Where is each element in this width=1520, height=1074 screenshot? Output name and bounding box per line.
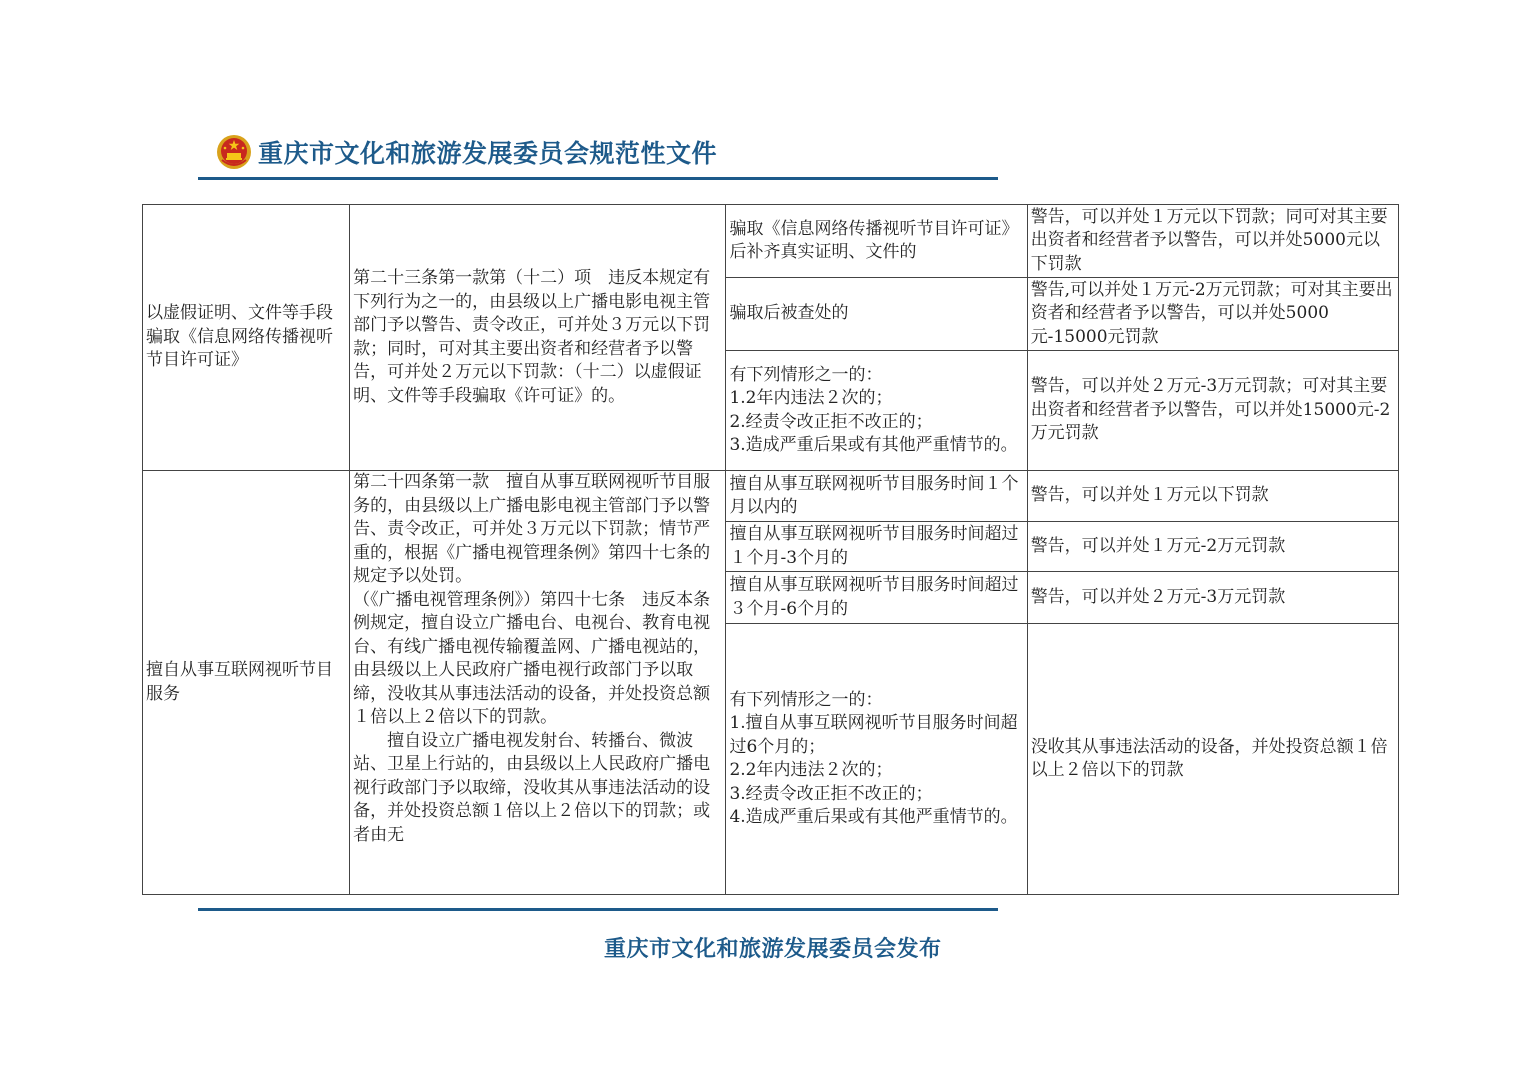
table-row <box>143 471 1399 522</box>
violation-cell: 擅自从事互联网视听节目服务 <box>143 471 350 895</box>
penalty-cell: 警告,可以并处１万元-2万元罚款；可对其主要出资者和经营者予以警告，可以并处5000元-15000元罚款 <box>1027 278 1398 351</box>
legal-basis-paragraph: （《广播电视管理条例》）第四十七条 违反本条例规定，擅自设立广播电台、电视台、教育电视台、有线广播电视传输覆盖网、广播电视站的，由县级以上人民政府广播电视行政部门予以取缔，没收其从事违法活动的设备，并处投资总额１倍以上２倍以下的罚款。 <box>353 589 711 727</box>
penalty-cell: 警告，可以并处２万元-3万元罚款 <box>1027 572 1398 624</box>
legal-basis-cell <box>350 471 726 895</box>
document-header <box>216 132 717 172</box>
footer-title: 重庆市文化和旅游发展委员会发布 <box>604 937 942 962</box>
circumstance-cell: 有下列情形之一的： 1.擅自从事互联网视听节目服务时间超过6个月的； 2.2年内违法２次的； 3.经责令改正拒不改正的； 4.造成严重后果或有其他严重情节的。 <box>726 624 1027 895</box>
penalty-cell: 警告，可以并处１万元以下罚款；同可对其主要出资者和经营者予以警告，可以并处5000元以下罚款 <box>1027 205 1398 278</box>
penalty-standard-table <box>142 204 1399 895</box>
footer-divider <box>198 908 998 911</box>
penalty-cell: 没收其从事违法活动的设备，并处投资总额１倍以上２倍以下的罚款 <box>1027 624 1398 895</box>
penalty-cell: 警告，可以并处２万元-3万元罚款；可对其主要出资者和经营者予以警告，可以并处15000元-2万元罚款 <box>1027 351 1398 471</box>
header-divider <box>198 177 998 180</box>
header-title: 重庆市文化和旅游发展委员会规范性文件 <box>258 139 718 168</box>
national-emblem-icon <box>216 134 252 170</box>
table-row <box>143 205 1399 278</box>
circumstance-cell: 骗取《信息网络传播视听节目许可证》后补齐真实证明、文件的 <box>726 205 1027 278</box>
circumstance-cell: 有下列情形之一的： 1.2年内违法２次的； 2.经责令改正拒不改正的； 3.造成严重后果或有其他严重情节的。 <box>726 351 1027 471</box>
legal-basis-paragraph: 擅自设立广播电视发射台、转播台、微波站、卫星上行站的，由县级以上人民政府广播电视行政部门予以取缔，没收其从事违法活动的设备，并处投资总额１倍以上２倍以下的罚款；或者由无 <box>353 730 711 845</box>
violation-cell: 以虚假证明、文件等手段骗取《信息网络传播视听节目许可证》 <box>143 205 350 471</box>
circumstance-cell: 骗取后被查处的 <box>726 278 1027 351</box>
circumstance-cell: 擅自从事互联网视听节目服务时间超过３个月-6个月的 <box>726 572 1027 624</box>
penalty-cell: 警告，可以并处１万元以下罚款 <box>1027 471 1398 522</box>
legal-basis-paragraph: 第二十四条第一款 擅自从事互联网视听节目服务的，由县级以上广播电影电视主管部门予以警告、责令改正，可并处３万元以下罚款；情节严重的，根据《广播电视管理条例》第四十七条的规定予以处罚。 <box>353 472 711 586</box>
penalty-cell: 警告，可以并处１万元-2万元罚款 <box>1027 522 1398 572</box>
legal-basis-cell: 第二十三条第一款第（十二）项 违反本规定有下列行为之一的，由县级以上广播电影电视主管部门予以警告、责令改正，可并处３万元以下罚款；同时，可对其主要出资者和经营者予以警告，可并处２万元以下罚款：（十二）以虚假证明、文件等手段骗取《许可证》的。 <box>350 205 726 471</box>
circumstance-cell: 擅自从事互联网视听节目服务时间１个月以内的 <box>726 471 1027 522</box>
circumstance-cell: 擅自从事互联网视听节目服务时间超过１个月-3个月的 <box>726 522 1027 572</box>
